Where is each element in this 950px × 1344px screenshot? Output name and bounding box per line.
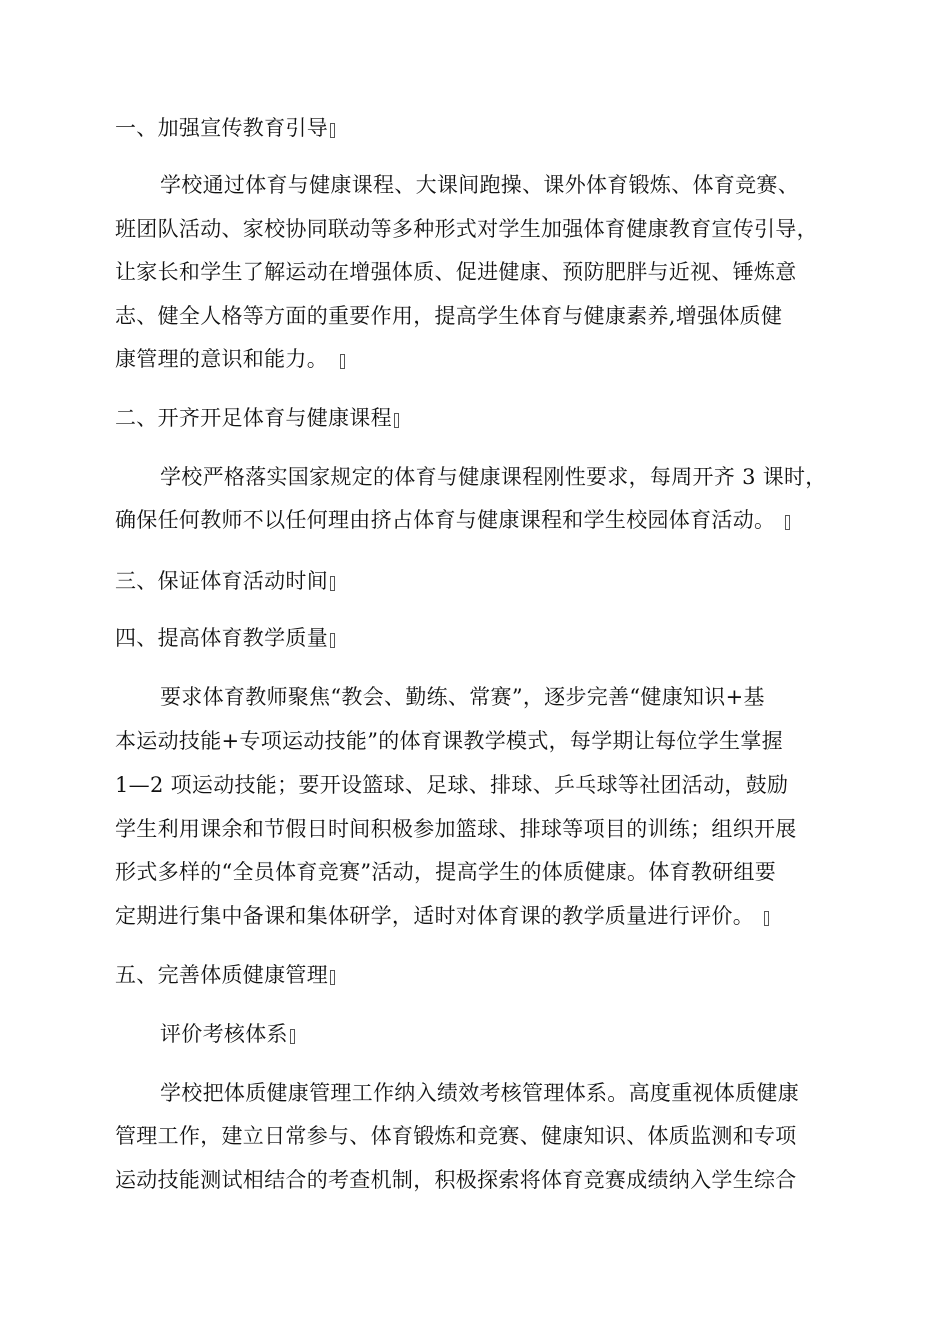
paragraph-line: 志、健全人格等方面的重要作用，提高学生体育与健康素养,增强体质健 — [115, 304, 783, 328]
paragraph-line: 班团队活动、家校协同联动等多种形式对学生加强体育健康教育宣传引导， — [115, 217, 818, 241]
paragraph-line: 要求体育教师聚焦“教会、勤练、常赛”，逐步完善“健康知识+基 — [160, 685, 765, 709]
paragraph-mark — [330, 633, 335, 648]
paragraph-line: 本运动技能+专项运动技能”的体育课教学模式，每学期让每位学生掌握 — [115, 729, 783, 753]
paragraph-line: 让家长和学生了解运动在增强体质、促进健康、预防肥胖与近视、锤炼意 — [115, 260, 797, 284]
paragraph-mark — [330, 576, 335, 591]
paragraph-mark — [340, 354, 345, 369]
paragraph-line: 形式多样的“全员体育竞赛”活动，提高学生的体质健康。体育教研组要 — [115, 860, 777, 884]
paragraph-mark — [764, 911, 769, 926]
paragraph-line: 学校把体质健康管理工作纳入绩效考核管理体系。高度重视体质健康 — [160, 1081, 799, 1105]
heading-2: 二、开齐开足体育与健康课程 — [115, 403, 399, 433]
paragraph-line: 运动技能测试相结合的考查机制，积极探索将体育竞赛成绩纳入学生综合 — [115, 1168, 797, 1192]
heading-3: 三、保证体育活动时间 — [115, 566, 335, 596]
paragraph-line: 学生利用课余和节假日时间积极参加篮球、排球等项目的训练；组织开展 — [115, 817, 797, 841]
heading-5: 五、完善体质健康管理 — [115, 960, 335, 990]
paragraph-mark — [330, 970, 335, 985]
paragraph-mark — [785, 515, 790, 530]
heading-1: 一、加强宣传教育引导 — [115, 113, 335, 143]
paragraph-mark — [290, 1029, 295, 1044]
paragraph-line: 定期进行集中备课和集体研学，适时对体育课的教学质量进行评价。 — [115, 901, 769, 931]
paragraph-line: 学校通过体育与健康课程、大课间跑操、课外体育锻炼、体育竞赛、 — [160, 173, 799, 197]
paragraph-line: 确保任何教师不以任何理由挤占体育与健康课程和学生校园体育活动。 — [115, 505, 790, 535]
paragraph-line: 康管理的意识和能力。 — [115, 344, 345, 374]
subheading: 评价考核体系 — [160, 1019, 295, 1049]
paragraph-line: 管理工作，建立日常参与、体育锻炼和竞赛、健康知识、体质监测和专项 — [115, 1124, 797, 1148]
paragraph-line: 1—2 项运动技能；要开设篮球、足球、排球、乒乓球等社团活动，鼓励 — [115, 773, 789, 797]
heading-4: 四、提高体育教学质量 — [115, 623, 335, 653]
paragraph-mark — [394, 413, 399, 428]
paragraph-line: 学校严格落实国家规定的体育与健康课程刚性要求，每周开齐 3 课时， — [160, 465, 827, 489]
paragraph-mark — [330, 123, 335, 138]
